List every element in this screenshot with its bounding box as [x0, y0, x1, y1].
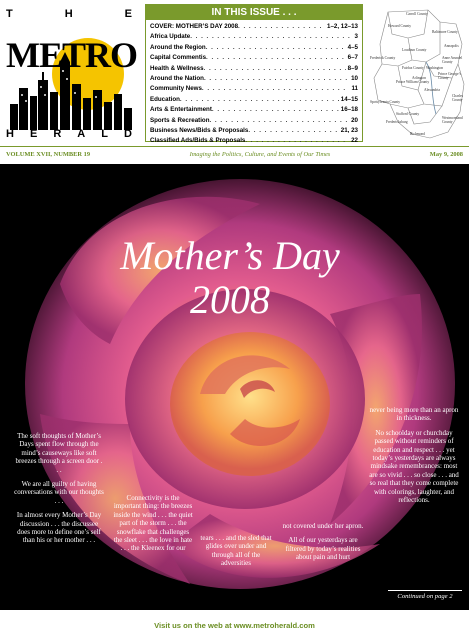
toc-item[interactable]: Business News/Bids & Proposals . . . 21, 23 — [150, 126, 358, 136]
map-label: Charles County — [452, 94, 463, 102]
map-label: Alexandria — [424, 88, 440, 92]
poem-column-4: not covered under her apron. All of our yesterdays are filtered by today’s realities about pain and hurt — [282, 522, 364, 562]
toc-header: IN THIS ISSUE . . . — [146, 5, 362, 20]
region-map — [368, 4, 466, 142]
toc-list — [146, 20, 362, 147]
issue-info-bar — [0, 146, 469, 162]
map-label: Richmond — [410, 132, 425, 136]
website-footer[interactable]: Visit us on the web at www.metroherald.com — [154, 621, 315, 630]
map-label: Anne Arundel County — [442, 56, 463, 64]
cover-photo-area — [0, 164, 469, 610]
map-label: Stafford County — [396, 112, 420, 116]
toc-item[interactable]: Education . . . 14–15 — [150, 95, 358, 105]
masthead — [0, 0, 469, 145]
map-label: Prince William County — [396, 80, 430, 84]
toc-item[interactable]: Capital Commentis . . . 6–7 — [150, 53, 358, 63]
map-label: Prince George’s County — [438, 72, 461, 80]
toc-item[interactable]: Community News . . . 11 — [150, 84, 358, 94]
toc-item[interactable]: Arts & Entertainment . . . 16–18 — [150, 105, 358, 115]
in-this-issue-box — [145, 4, 363, 145]
tagline: Imaging the Politics, Culture, and Events of Our Times — [189, 151, 331, 158]
metro-herald-logo[interactable] — [6, 8, 138, 140]
toc-item[interactable]: Health & Wellness . . . 8–9 — [150, 64, 358, 74]
map-label: Spotsylvania County — [370, 100, 401, 104]
poem-column-3: tears . . . and the sled that glides over under and through all of the adversities — [200, 534, 272, 568]
map-label: Arlington — [412, 76, 426, 80]
issue-date: May 9, 2008 — [429, 151, 463, 158]
map-label: Frederick County — [370, 56, 396, 60]
toc-item[interactable]: COVER: MOTHER’S DAY 2008 . . . 1–2, 12–13 — [150, 22, 358, 32]
map-label: Fairfax County — [402, 66, 424, 70]
map-label: Howard County — [388, 24, 412, 28]
toc-item[interactable]: Africa Update . . . 3 — [150, 32, 358, 42]
toc-item[interactable]: Sports & Recreation . . . 20 — [150, 116, 358, 126]
poem-column-5: never being more than an apron in thickness. No schoolday or churchday passed without reminders of education and respect . . . yet today’s yesterdays are always mindsake remembrances: most are so vivid . . . so close . . . and so real that they come complete with colorings, laughter, and reflections. — [369, 406, 459, 505]
map-label: Carroll County — [406, 12, 428, 16]
toc-item[interactable]: Around the Region . . . 4–5 — [150, 43, 358, 53]
logo-metro-text: METRO — [6, 35, 138, 75]
map-label: Annapolis — [444, 44, 459, 48]
logo-the: T H E — [6, 8, 134, 20]
toc-item[interactable]: Classified Ads/Bids & Proposals . . . 22 — [150, 136, 358, 146]
map-label: Fredericksburg — [386, 120, 408, 124]
cover-title: Mother’s Day 2008 — [120, 233, 340, 322]
continued-link[interactable]: Continued on page 2 — [388, 590, 462, 600]
volume-number: VOLUME XVII, NUMBER 19 — [6, 151, 91, 158]
toc-item[interactable]: Around the Nation . . . 10 — [150, 74, 358, 84]
map-label: Loudoun County — [402, 48, 427, 52]
map-label: Westmoreland County — [442, 116, 463, 124]
map-label: Washington — [426, 66, 444, 70]
poem-column-1: The soft thoughts of Mother’s Days spent flow through the mind’s causeways like soft breezes through a screen door . . . We are all guilty of having conversations with our thoughts . . . In almost every Mother’s Day discussion . . . the discussee does more to define one’s self than his or her mother . . . — [14, 432, 104, 545]
logo-herald: H E R A L D — [6, 128, 134, 140]
poem-column-2: Connectivity is the important thing: the breezes inside the wind . . . the quiet part of the storm . . . the snowflake that challenges the sleet . . . the love in hate . . . the Kleenex for our — [113, 494, 193, 553]
map-label: Baltimore County — [432, 30, 458, 34]
